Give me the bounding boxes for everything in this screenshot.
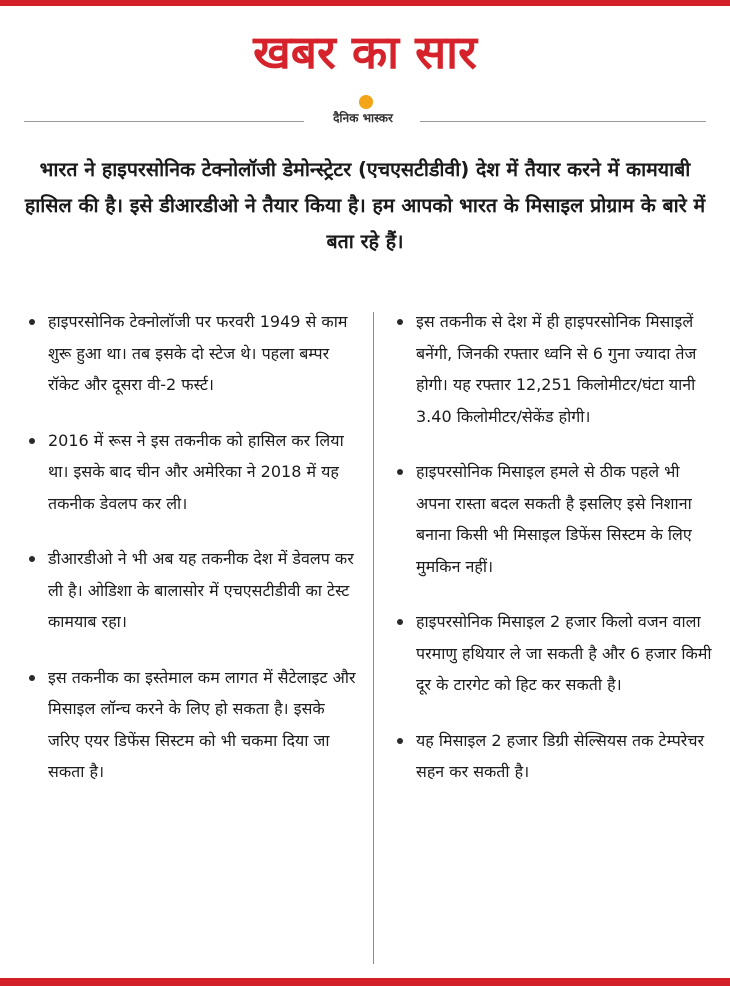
brand-sun-icon xyxy=(359,95,373,109)
list-item: हाइपरसोनिक मिसाइल हमले से ठीक पहले भी अपना रास्ता बदल सकती है इसलिए इसे निशाना बनाना किसी भी मिसाइल डिफेंस सिस्टम के लिए मुमकिन नहीं। xyxy=(394,456,714,582)
brand-divider-right xyxy=(420,121,706,122)
right-bullet-list xyxy=(394,306,714,812)
left-bullet-list xyxy=(26,306,356,812)
list-item: यह मिसाइल 2 हजार डिग्री सेल्सियस तक टेम्परेचर सहन कर सकती है। xyxy=(394,725,714,788)
list-item: इस तकनीक का इस्तेमाल कम लागत में सैटेलाइट और मिसाइल लॉन्च करने के लिए हो सकता है। इसके जरिए एयर डिफेंस सिस्टम को भी चकमा दिया जा सकता है। xyxy=(26,662,356,788)
list-item: हाइपरसोनिक टेक्नोलॉजी पर फरवरी 1949 से काम शुरू हुआ था। तब इसके दो स्टेज थे। पहला बम्पर रॉकेट और दूसरा वी-2 फर्स्ट। xyxy=(26,306,356,401)
list-item: डीआरडीओ ने भी अब यह तकनीक देश में डेवलप कर ली है। ओडिशा के बालासोर में एचएसटीडीवी का टेस्ट कामयाब रहा। xyxy=(26,543,356,638)
intro-paragraph: भारत ने हाइपरसोनिक टेक्नोलॉजी डेमोन्स्ट्रेटर (एचएसटीडीवी) देश में तैयार करने में कामयाबी हासिल की है। इसे डीआरडीओ ने तैयार किया है। हम आपको भारत के मिसाइल प्रोग्राम के बारे में बता रहे हैं। xyxy=(24,158,706,253)
headline: खबर का सार xyxy=(253,25,477,79)
list-item: हाइपरसोनिक मिसाइल 2 हजार किलो वजन वाला परमाणु हथियार ले जा सकती है और 6 हजार किमी दूर के टारगेट को हिट कर सकती है। xyxy=(394,606,714,701)
list-item: इस तकनीक से देश में ही हाइपरसोनिक मिसाइलें बनेंगी, जिनकी रफ्तार ध्वनि से 6 गुना ज्यादा तेज होगी। यह रफ्तार 12,251 किलोमीटर/घंटा यानी 3.40 किलोमीटर/सेकेंड होगी। xyxy=(394,306,714,432)
top-red-border xyxy=(0,0,730,6)
bottom-red-border xyxy=(0,978,730,986)
list-item: 2016 में रूस ने इस तकनीक को हासिल कर लिया था। इसके बाद चीन और अमेरिका ने 2018 में यह तकनीक डेवलप कर ली। xyxy=(26,425,356,520)
brand-logo-text: दैनिक भास्कर xyxy=(333,111,393,125)
brand-divider-left xyxy=(24,121,304,122)
column-divider xyxy=(373,312,374,964)
